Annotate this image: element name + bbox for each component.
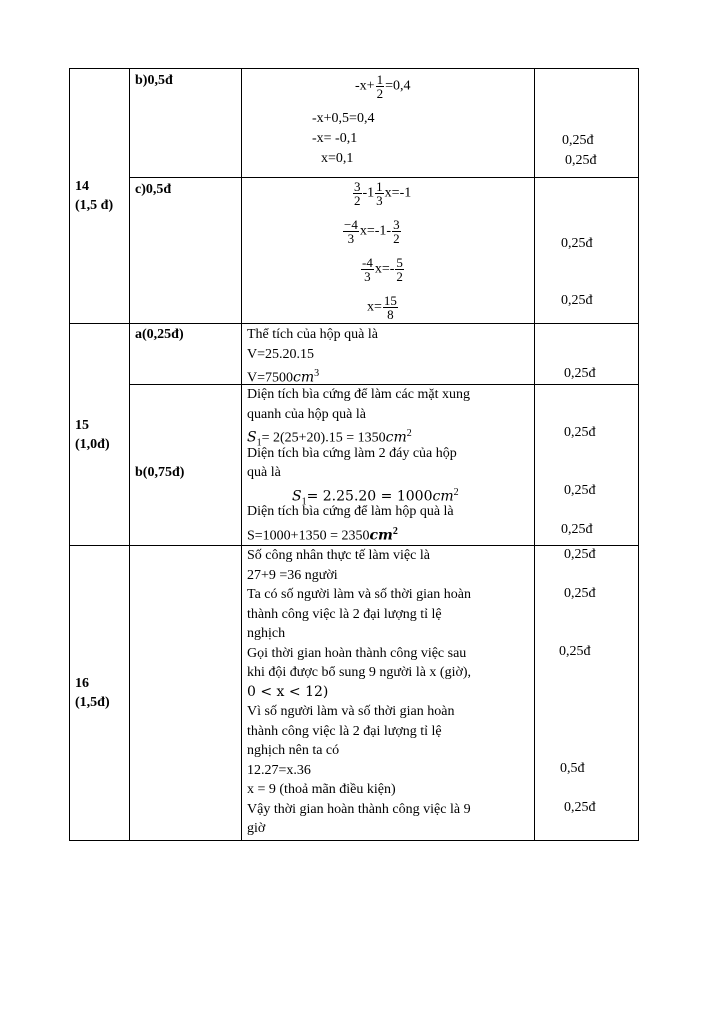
equation-line: $\frac{-4}{3}$ x=- $\frac{5}{2}$	[362, 255, 403, 284]
question-number: 14	[75, 179, 89, 194]
text-line: quà là	[247, 465, 281, 480]
text-line: 0 < x < 12)	[247, 683, 329, 700]
text-line: giờ	[247, 821, 266, 836]
score-cell	[535, 324, 639, 385]
answer-key-table	[69, 68, 639, 841]
part-label: a(0,25đ)	[135, 327, 184, 342]
score-cell	[535, 546, 639, 841]
text-line: Vậy thời gian hoàn thành công việc là 9	[247, 801, 471, 817]
part-label-cell	[130, 546, 242, 841]
text-line: Gọi thời gian hoàn thành công việc sau	[247, 645, 467, 661]
row-question-14	[70, 69, 639, 178]
equation-line: -x+ $\frac{1}{2}$ =0,4	[355, 72, 411, 101]
score: 0,25đ	[564, 800, 596, 815]
text-line: thành công việc là 2 đại lượng tỉ lệ	[247, 723, 442, 739]
score: 0,25đ	[564, 366, 596, 381]
text-line: $S_1= 2.25.20 = 1000cm^2$	[292, 486, 459, 507]
text-line: Diện tích bìa cứng để làm các mặt xung	[247, 387, 470, 402]
score: 0,25đ	[564, 586, 596, 601]
row-question-14c	[70, 178, 639, 324]
text-line: thành công việc là 2 đại lượng tỉ lệ	[247, 606, 442, 622]
text-line: $S_1= 2(25+20).15 = 1350cm^2$	[247, 428, 412, 449]
text-line: V=25.20.15	[247, 346, 315, 362]
text-line: x = 9 (thoả mãn điều kiện)	[247, 782, 396, 797]
score: 0,25đ	[564, 547, 596, 562]
question-number: 15	[75, 417, 89, 433]
question-number: 16	[75, 676, 89, 691]
solution-cell-14c	[242, 178, 535, 324]
question-cell-14	[70, 69, 130, 324]
text-line: Số công nhân thực tế làm việc là	[247, 548, 430, 563]
solution-cell-14b	[242, 69, 535, 178]
row-question-15b	[70, 385, 639, 546]
equation-line: x=0,1	[321, 151, 354, 166]
text-line: nghịch nên ta có	[247, 743, 340, 758]
part-label-cell	[130, 178, 242, 324]
solution-cell-16	[242, 546, 535, 841]
text-line: Diện tích bìa cứng để làm hộp quà là	[247, 504, 454, 519]
part-label: b)0,5đ	[135, 73, 173, 88]
question-points: (1,5đ)	[75, 695, 110, 710]
score: 0,25đ	[561, 236, 593, 251]
text-line: Vì số người làm và số thời gian hoàn	[247, 704, 455, 719]
score-cell	[535, 178, 639, 324]
score-cell	[535, 69, 639, 178]
score: 0,25đ	[564, 425, 596, 440]
equation-line: $\frac{3}{2}$ -1 $\frac{1}{3}$ x=-1	[354, 179, 412, 208]
text-line: khi đội được bổ sung 9 người là x (giờ),	[247, 665, 472, 680]
score: 0,25đ	[561, 522, 593, 537]
part-label-cell	[130, 385, 242, 546]
score: 0,5đ	[560, 761, 585, 776]
text-line: Thể tích của hộp quà là	[247, 327, 379, 342]
text-line: Diện tích bìa cứng làm 2 đáy của hộp	[247, 445, 457, 461]
equation-line: -x= -0,1	[312, 131, 358, 146]
part-label-cell	[130, 324, 242, 385]
solution-cell-15b	[242, 385, 535, 546]
question-cell-15	[70, 324, 130, 546]
score-cell	[535, 385, 639, 546]
score: 0,25đ	[565, 153, 597, 168]
solution-cell-15a	[242, 324, 535, 385]
text-line: $V=7500cm^3$	[247, 368, 320, 386]
score: 0,25đ	[564, 483, 596, 498]
row-question-16	[70, 546, 639, 841]
score: 0,25đ	[562, 133, 594, 148]
part-label-cell	[130, 69, 242, 178]
score: 0,25đ	[559, 644, 591, 659]
question-points: (1,5 đ)	[75, 198, 114, 213]
part-label: c)0,5đ	[135, 182, 172, 197]
row-question-15a	[70, 324, 639, 385]
equation-line: -x+0,5=0,4	[312, 111, 375, 126]
equation-line: $\frac{-4}{3}$ x=-1- $\frac{3}{2}$	[344, 217, 400, 246]
fraction: $\frac{1}{2}$	[376, 72, 384, 101]
text-line: nghịch	[247, 626, 286, 641]
question-cell-16	[70, 546, 130, 841]
equation-line: x= $\frac{15}{8}$	[367, 293, 397, 322]
text-line: 27+9 =36 người	[247, 567, 338, 583]
text-line: $S=1000+1350 = 2350cm^2$	[247, 525, 398, 544]
question-points: (1,0đ)	[75, 436, 110, 452]
text-line: 12.27=x.36	[247, 762, 311, 778]
score: 0,25đ	[561, 293, 593, 308]
part-label: b(0,75đ)	[135, 464, 185, 480]
text-line: quanh của hộp quà là	[247, 406, 366, 422]
text-line: Ta có số người làm và số thời gian hoàn	[247, 587, 471, 602]
